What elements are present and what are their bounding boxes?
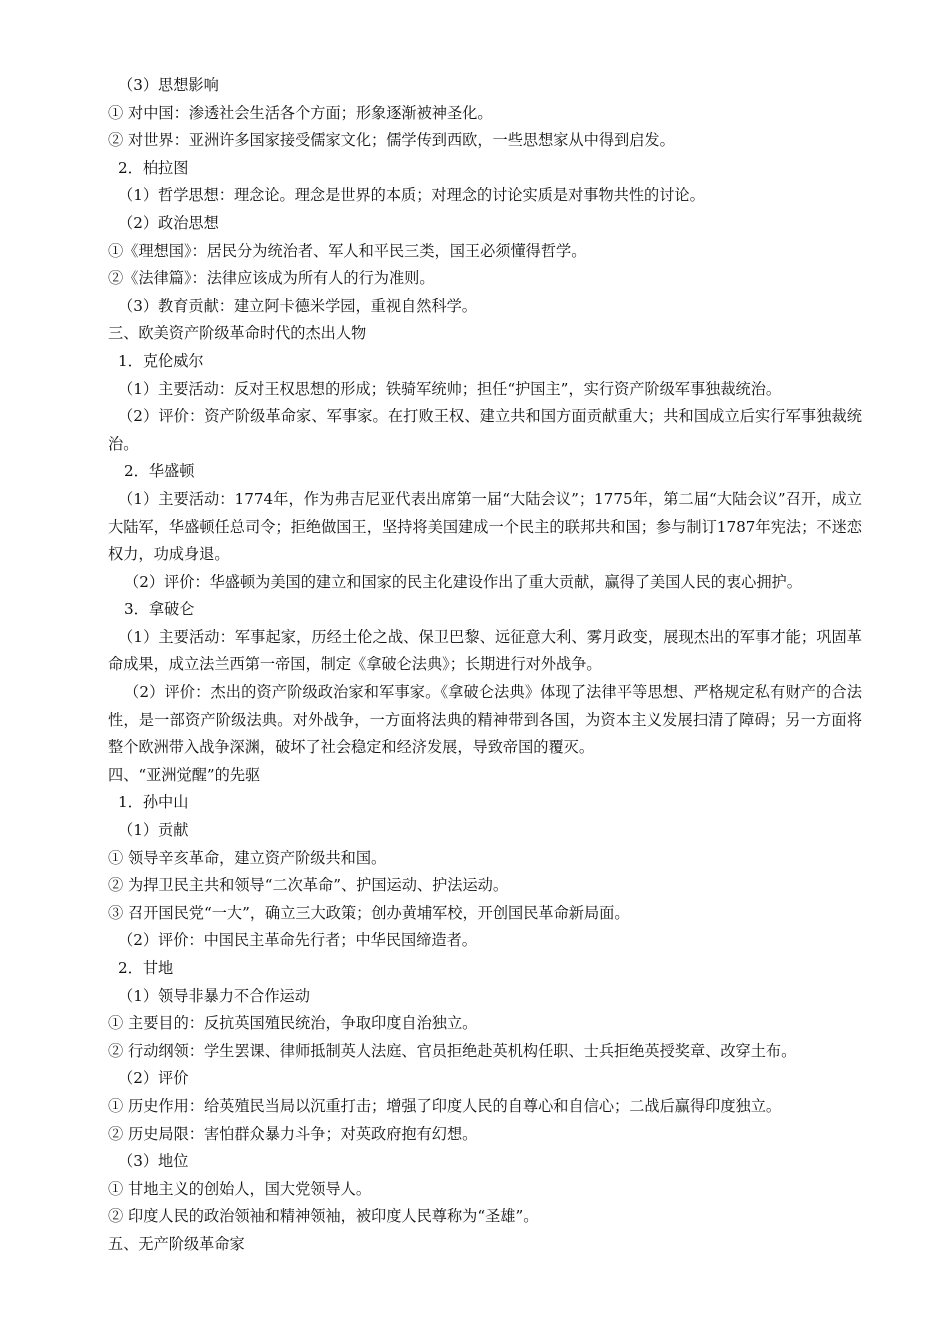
text-line: （2）政治思想 [118, 213, 219, 232]
paragraph-cromwell-evaluation: （2）评价：资产阶级革命家、军事家。在打败王权、建立共和国方面贡献重大；共和国成立后实行军事独裁统治。 [108, 407, 862, 453]
text-line: ①《理想国》：居民分为统治者、军人和平民三类，国王必须懂得哲学。 [108, 241, 587, 260]
text-line: （3）思想影响 [118, 76, 219, 94]
text-line: ② 印度人民的政治领袖和精神领袖，被印度人民尊称为“圣雄”。 [108, 1207, 539, 1226]
section-confucius-plato-cromwell [108, 72, 862, 403]
text-line: （1）贡献 [118, 821, 189, 840]
text-line: （1）哲学思想：理念论。理念是世界的本质；对理念的讨论实质是对事物共性的讨论。 [118, 186, 705, 205]
text-line: （3）地位 [118, 1152, 189, 1171]
text-line: ① 历史作用：给英殖民当局以沉重打击；增强了印度人民的自尊心和自信心；二战后赢得印度独立。 [108, 1096, 782, 1115]
text-line: ② 为捍卫民主共和领导“二次革命”、护国运动、护法运动。 [108, 876, 509, 895]
paragraph-napoleon-activities: （1）主要活动：军事起家，历经土伦之战、保卫巴黎、远征意大利、雾月政变，展现杰出的军事才能；巩固革命成果，成立法兰西第一帝国，制定《拿破仑法典》；长期进行对外战争。 [108, 627, 862, 674]
text-line: （1）主要活动：反对王权思想的形成；铁骑军统帅；担任“护国主”，实行资产阶级军事独裁统治。 [118, 379, 782, 398]
text-line: （1）领导非暴力不合作运动 [118, 986, 310, 1005]
text-line: ① 领导辛亥革命，建立资产阶级共和国。 [108, 848, 387, 867]
text-line: ① 甘地主义的创始人，国大党领导人。 [108, 1179, 372, 1198]
heading-napoleon: 3．拿破仑 [124, 600, 195, 619]
text-line: ② 历史局限：害怕群众暴力斗争；对英政府抱有幻想。 [108, 1124, 478, 1143]
text-line: （2）评价：中国民主革命先行者；中华民国缔造者。 [118, 931, 477, 950]
text-line: （3）教育贡献：建立阿卡德米学园，重视自然科学。 [118, 296, 477, 315]
text-line: ② 行动纲领：学生罢课、律师抵制英人法庭、官员拒绝赴英机构任职、士兵拒绝英授奖章、改穿土布。 [108, 1041, 797, 1060]
text-line: 1．孙中山 [118, 793, 189, 812]
text-line: ② 对世界：亚洲许多国家接受儒家文化；儒学传到西欧，一些思想家从中得到启发。 [108, 131, 675, 150]
text-line: ③ 召开国民党“一大”，确立三大政策；创办黄埔军校，开创国民革命新局面。 [108, 903, 630, 922]
heading-washington: 2．华盛顿 [124, 462, 195, 481]
text-line: ②《法律篇》：法律应该成为所有人的行为准则。 [108, 269, 435, 288]
text-line: （2）评价 [118, 1069, 189, 1088]
text-line: 2．甘地 [118, 959, 174, 977]
text-line: ① 主要目的：反抗英国殖民统治，争取印度自治独立。 [108, 1014, 478, 1033]
paragraph-napoleon-evaluation: （2）评价：杰出的资产阶级政治家和军事家。《拿破仑法典》体现了法律平等思想、严格规定私有财产的合法性，是一部资产阶级法典。对外战争，一方面将法典的精神带到各国，为资本主义发展扫清了障碍；另一方面将整个欧洲带入战争深渊，破坏了社会稳定和经济发展，导致帝国的覆灭。 [108, 683, 862, 757]
text-line: 三、欧美资产阶级革命时代的杰出人物 [108, 324, 367, 343]
text-line: 1．克伦威尔 [118, 351, 204, 370]
section-asia-awakening [108, 762, 862, 1259]
text-line: 四、“亚洲觉醒”的先驱 [108, 765, 261, 784]
paragraph-washington-evaluation: （2）评价：华盛顿为美国的建立和国家的民主化建设作出了重大贡献，赢得了美国人民的衷心拥护。 [124, 572, 802, 591]
text-line: ① 对中国：渗透社会生活各个方面；形象逐渐被神圣化。 [108, 103, 493, 122]
paragraph-washington-activities: （1）主要活动：1774年，作为弗吉尼亚代表出席第一届“大陆会议”；1775年，第二届“大陆会议”召开，成立大陆军，华盛顿任总司令；拒绝做国王，坚持将美国建成一个民主的联邦共和国；参与制订1787年宪法；不迷恋权力，功成身退。 [108, 489, 862, 564]
text-line: 2．柏拉图 [118, 158, 189, 177]
text-line: 五、无产阶级革命家 [108, 1234, 245, 1253]
